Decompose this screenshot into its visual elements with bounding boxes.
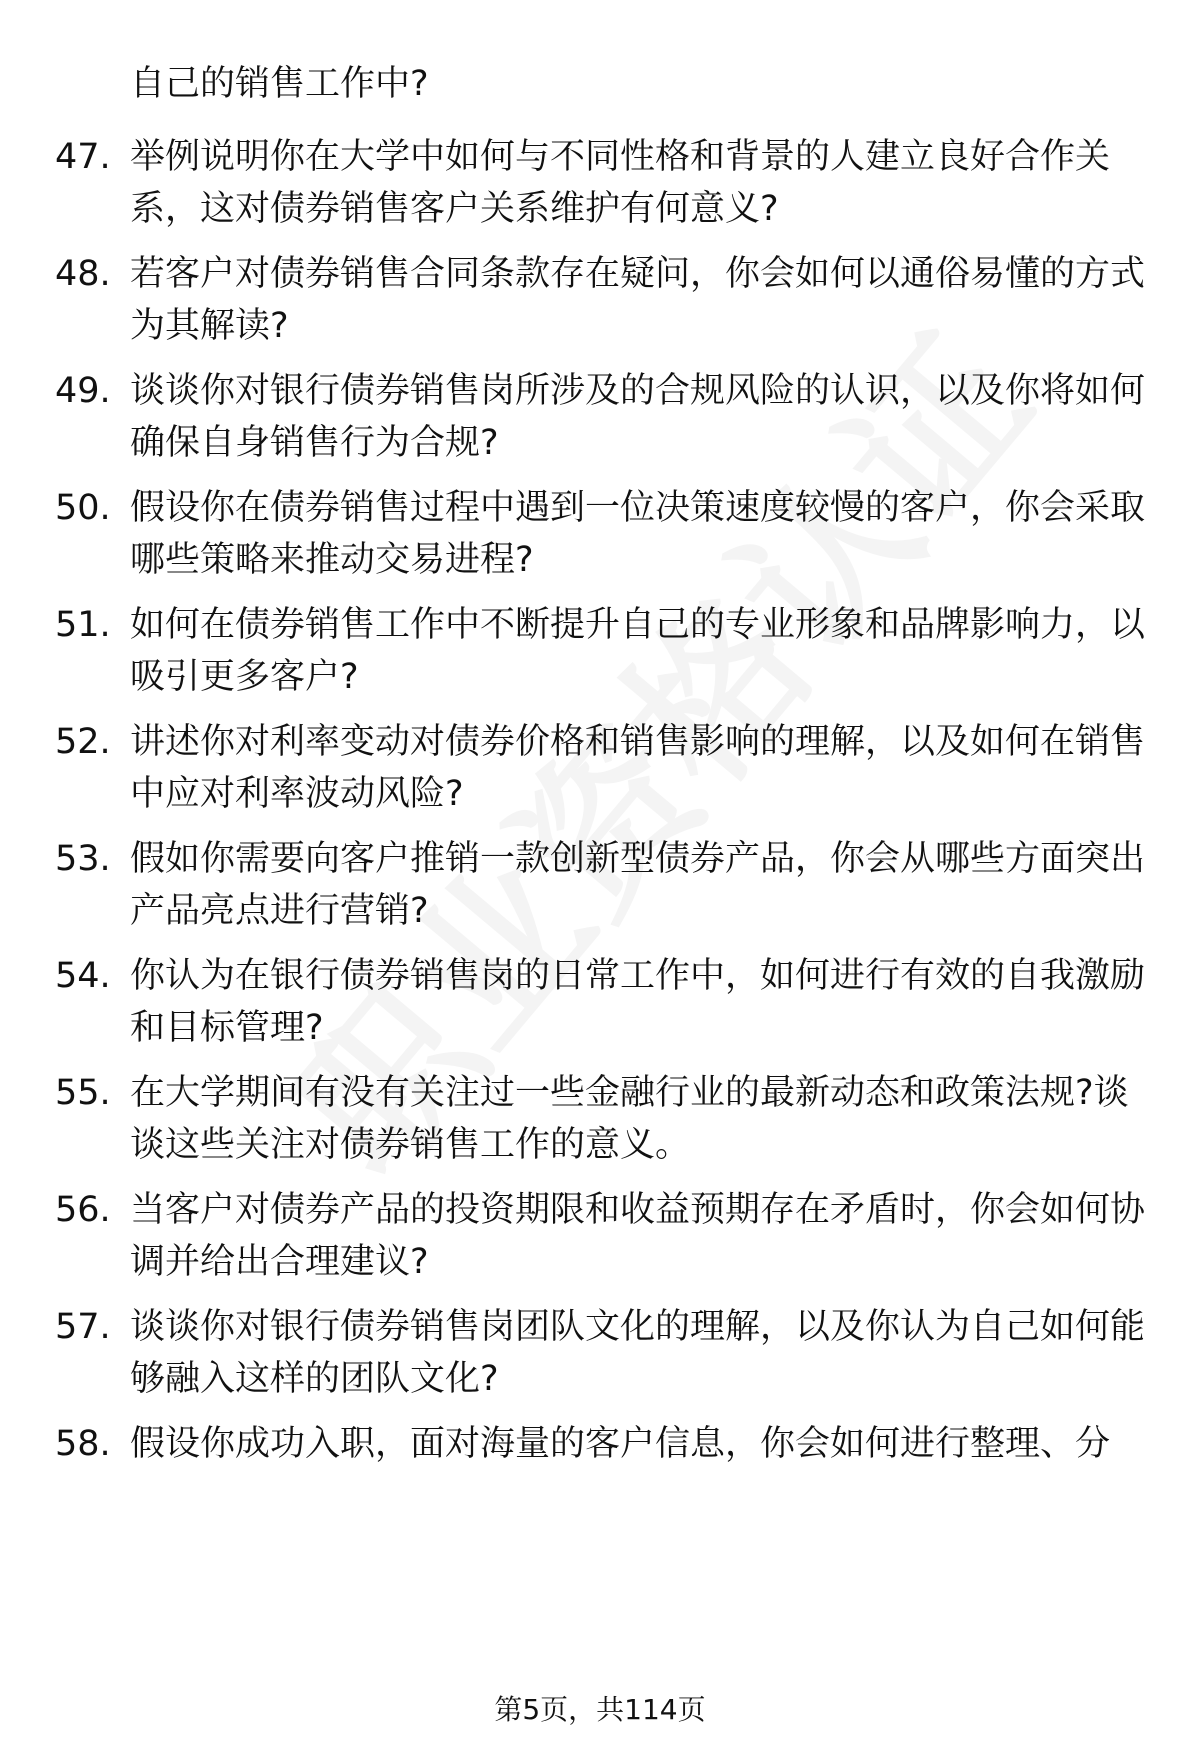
continuation-text: 自己的销售工作中? [130,64,429,104]
question-text: 假设你在债券销售过程中遇到一位决策速度较慢的客户，你会采取哪些策略来推动交易进程? [130,488,1146,580]
question-number: 56. [55,1190,111,1230]
question-text: 谈谈你对银行债券销售岗团队文化的理解，以及你认为自己如何能够融入这样的团队文化? [130,1307,1146,1399]
question-number: 53. [55,839,111,879]
question-number: 57. [55,1307,111,1347]
question-number: 49. [55,371,111,411]
question-number: 48. [55,254,111,294]
question-text: 谈谈你对银行债券销售岗所涉及的合规风险的认识，以及你将如何确保自身销售行为合规? [130,371,1146,463]
question-text: 如何在债券销售工作中不断提升自己的专业形象和品牌影响力，以吸引更多客户? [130,605,1146,697]
question-number: 51. [55,605,111,645]
question-number: 50. [55,488,111,528]
question-number: 52. [55,722,111,762]
question-text: 在大学期间有没有关注过一些金融行业的最新动态和政策法规?谈谈这些关注对债券销售工作的意义。 [130,1073,1129,1165]
question-number: 54. [55,956,111,996]
question-number: 58. [55,1424,111,1464]
question-text: 你认为在银行债券销售岗的日常工作中，如何进行有效的自我激励和目标管理? [130,956,1146,1048]
question-number: 47. [55,137,111,177]
question-text: 若客户对债券销售合同条款存在疑问，你会如何以通俗易懂的方式为其解读? [130,254,1146,346]
question-text: 当客户对债券产品的投资期限和收益预期存在矛盾时，你会如何协调并给出合理建议? [130,1190,1146,1282]
question-text: 讲述你对利率变动对债券价格和销售影响的理解，以及如何在销售中应对利率波动风险? [130,722,1146,814]
question-text: 假如你需要向客户推销一款创新型债券产品，你会从哪些方面突出产品亮点进行营销? [130,839,1146,931]
page-footer: 第5页，共114页 [494,1693,706,1726]
question-text: 假设你成功入职，面对海量的客户信息，你会如何进行整理、分 [130,1424,1111,1464]
question-number: 55. [55,1073,111,1113]
question-text: 举例说明你在大学中如何与不同性格和背景的人建立良好合作关系，这对债券销售客户关系维护有何意义? [130,137,1111,229]
